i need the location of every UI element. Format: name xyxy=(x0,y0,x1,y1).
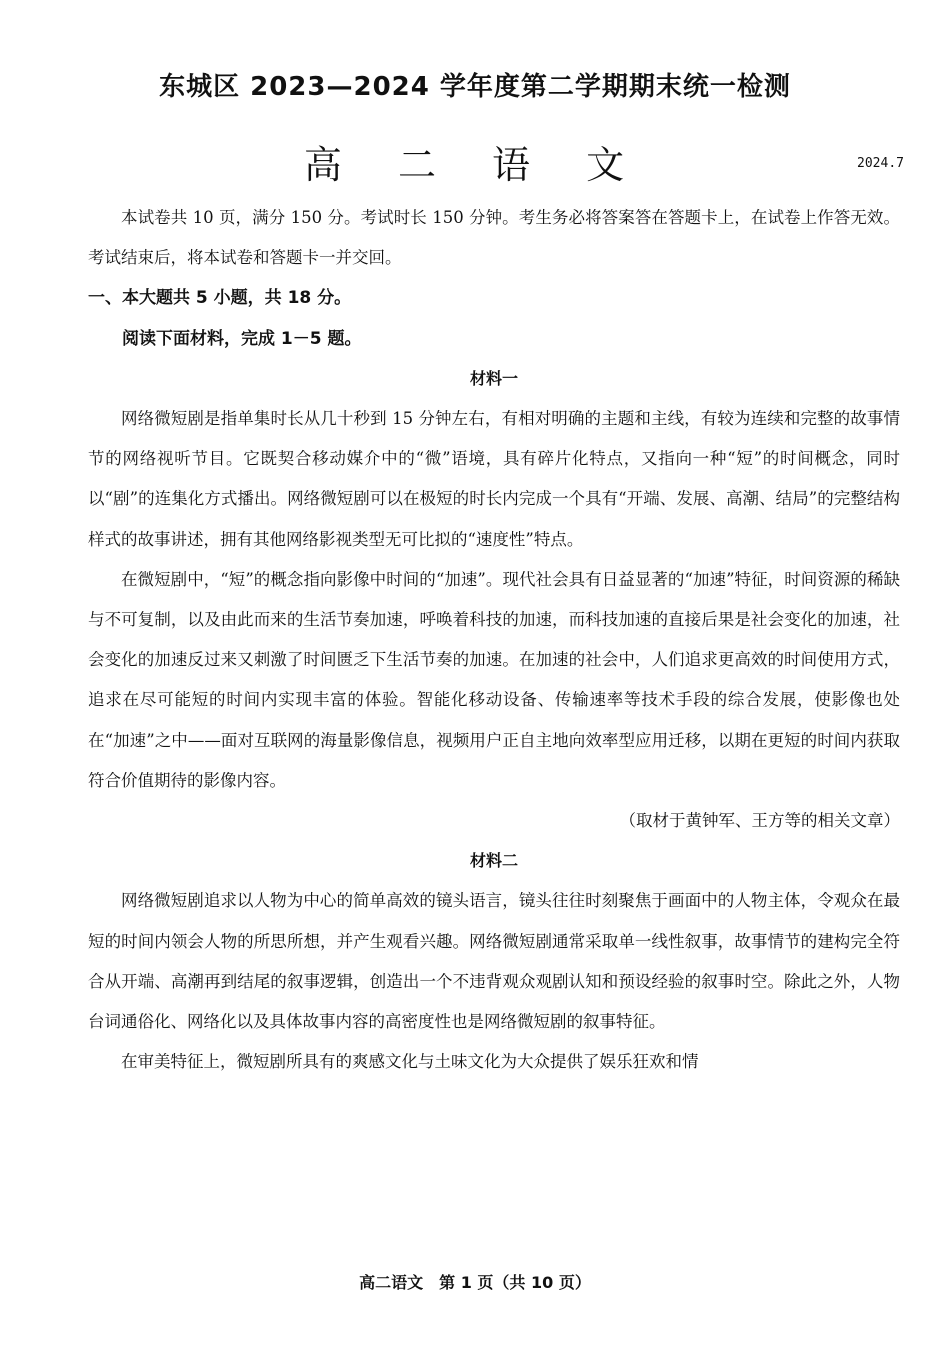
material-one-source: （取材于黄钟军、王方等的相关文章） xyxy=(619,811,900,831)
exam-date: 2024.7 xyxy=(857,156,904,171)
reading-instruction: 阅读下面材料，完成 1－5 题。 xyxy=(122,328,362,349)
exam-notice: 本试卷共 10 页，满分 150 分。考试时长 150 分钟。考生务必将答案答在答题卡上，在试卷上作答无效。考试结束后，将本试卷和答题卡一并交回。 xyxy=(88,208,900,268)
exam-body xyxy=(88,198,900,1082)
material-one-heading: 材料一 xyxy=(469,368,518,388)
material-one-paragraph: 在微短剧中，“短”的概念指向影像中时间的“加速”。现代社会具有日益显著的“加速”特征，时间资源的稀缺与不可复制，以及由此而来的生活节奏加速，呼唤着科技的加速，而科技加速的直接后果是社会变化的加速，社会变化的加速反过来又刺激了时间匮乏下生活节奏的加速。在加速的社会中，人们追求更高效的时间使用方式，追求在尽可能短的时间内实现丰富的体验。智能化移动设备、传输速率等技术手段的综合发展，使影像也处在“加速”之中——面对互联网的海量影像信息，视频用户正自主地向效率型应用迁移，以期在更短的时间内获取符合价值期待的影像内容。 xyxy=(88,569,900,790)
subject-title: 高 二 语 文 xyxy=(303,143,647,187)
material-two-paragraph: 网络微短剧追求以人物为中心的简单高效的镜头语言，镜头往往时刻聚焦于画面中的人物主体，令观众在最短的时间内领会人物的所思所想，并产生观看兴趣。网络微短剧通常采取单一线性叙事，故事情节的建构完全符合从开端、高潮再到结尾的叙事逻辑，创造出一个不违背观众观剧认知和预设经验的叙事时空。除此之外，人物台词通俗化、网络化以及具体故事内容的高密度性也是网络微短剧的叙事特征。 xyxy=(88,891,900,1032)
material-two-heading: 材料二 xyxy=(469,851,518,871)
section-title: 一、本大题共 5 小题，共 18 分。 xyxy=(88,288,352,309)
page-footer: 高二语文 第 1 页（共 10 页） xyxy=(359,1273,591,1292)
material-one-paragraph: 网络微短剧是指单集时长从几十秒到 15 分钟左右，有相对明确的主题和主线，有较为连续和完整的故事情节的网络视听节目。它既契合移动媒介中的“微”语境，具有碎片化特点，又指向一种“短”的时间概念，同时以“剧”的连集化方式播出。网络微短剧可以在极短的时长内完成一个具有“开端、发展、高潮、结局”的完整结构样式的故事讲述，拥有其他网络影视类型无可比拟的“速度性”特点。 xyxy=(88,409,900,549)
exam-title: 东城区 2023—2024 学年度第二学期期末统一检测 xyxy=(159,72,791,102)
material-two-paragraph: 在审美特征上，微短剧所具有的爽感文化与土味文化为大众提供了娱乐狂欢和情 xyxy=(121,1052,699,1072)
